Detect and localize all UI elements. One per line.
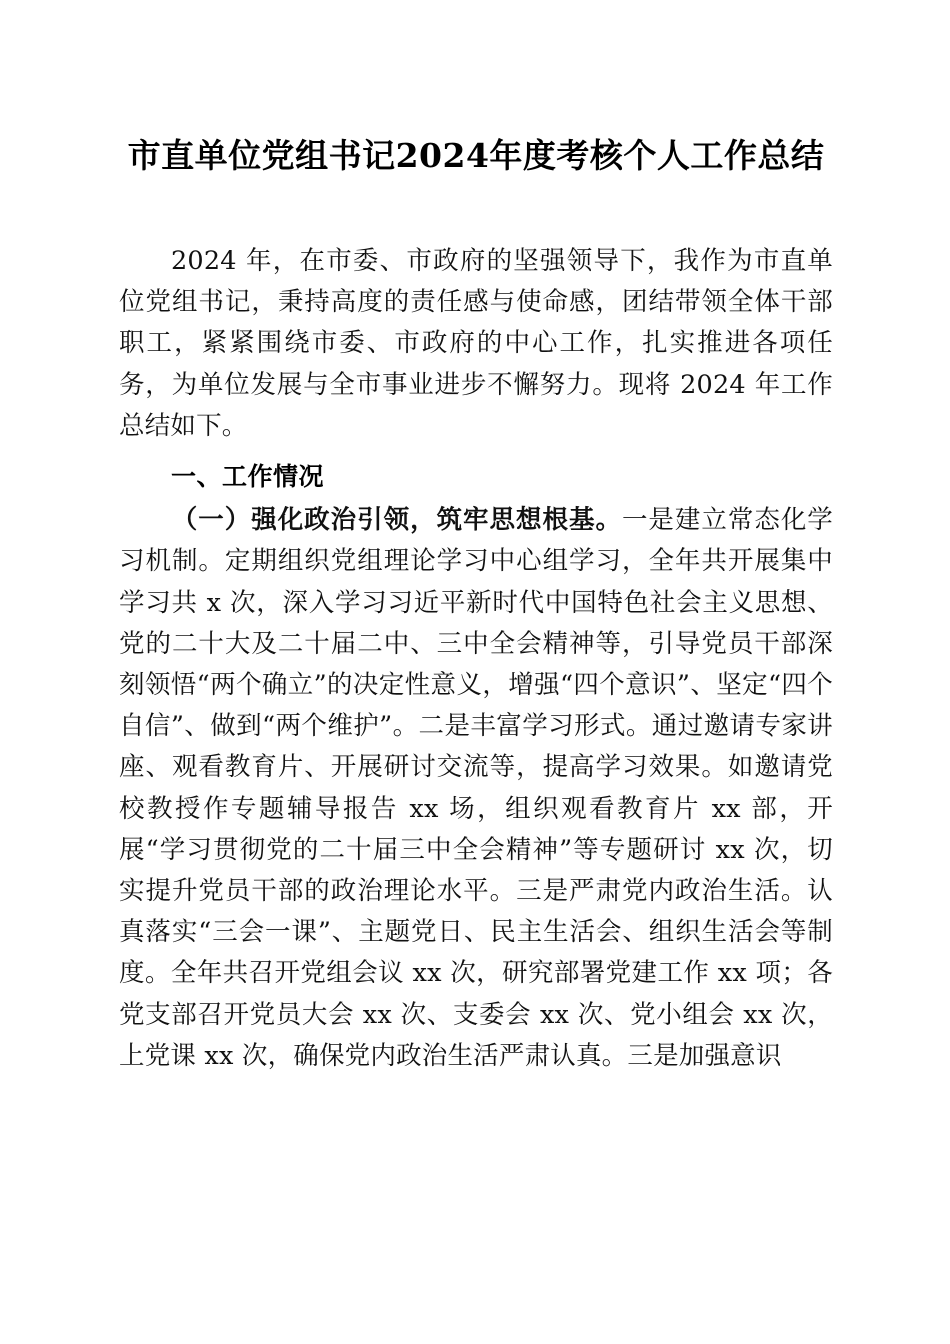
subsection-1-body: 一是建立常态化学习机制。定期组织党组理论学习中心组学习，全年共开展集中学习共 x 次，深入学习习近平新时代中国特色社会主义思想、党的二十大及二十届二中、三中全会精神等，引导党员干部深刻领悟“两个确立”的决定性意义，增强“四个意识”、坚定“四个自信”、做到“两个维护”。二是丰富学习形式。通过邀请专家讲座、观看教育片、开展研讨交流等，提高学习效果。如邀请党校教授作专题辅导报告 xx 场，组织观看教育片 xx 部，开展“学习贯彻党的二十届三中全会精神”等专题研讨 xx 次，切实提升党员干部的政治理论水平。三是严肃党内政治生活。认真落实“三会一课”、主题党日、民主生活会、组织生活会等制度。全年共召开党组会议 xx 次，研究部署党建工作 xx 项；各党支部召开党员大会 xx 次、支委会 xx 次、党小组会 xx 次，上党课 xx 次，确保党内政治生活严肃认真。三是加强意识 [119,505,833,1071]
subsection-1-paragraph [119,500,833,1077]
subsection-1-lead: （一）强化政治引领，筑牢思想根基。 [171,505,622,536]
section-heading-work-situation: 一、工作情况 [171,463,325,492]
document-body [119,128,833,1077]
page-title: 市直单位党组书记2024年度考核个人工作总结 [127,136,825,175]
intro-paragraph-text: 2024 年，在市委、市政府的坚强领导下，我作为市直单位党组书记，秉持高度的责任感与使命感，团结带领全体干部职工，紧紧围绕市委、市政府的中心工作，扎实推进各项任务，为单位发展与全市事业进步不懈努力。现将 2024 年工作总结如下。 [119,246,833,441]
intro-paragraph [119,241,833,447]
